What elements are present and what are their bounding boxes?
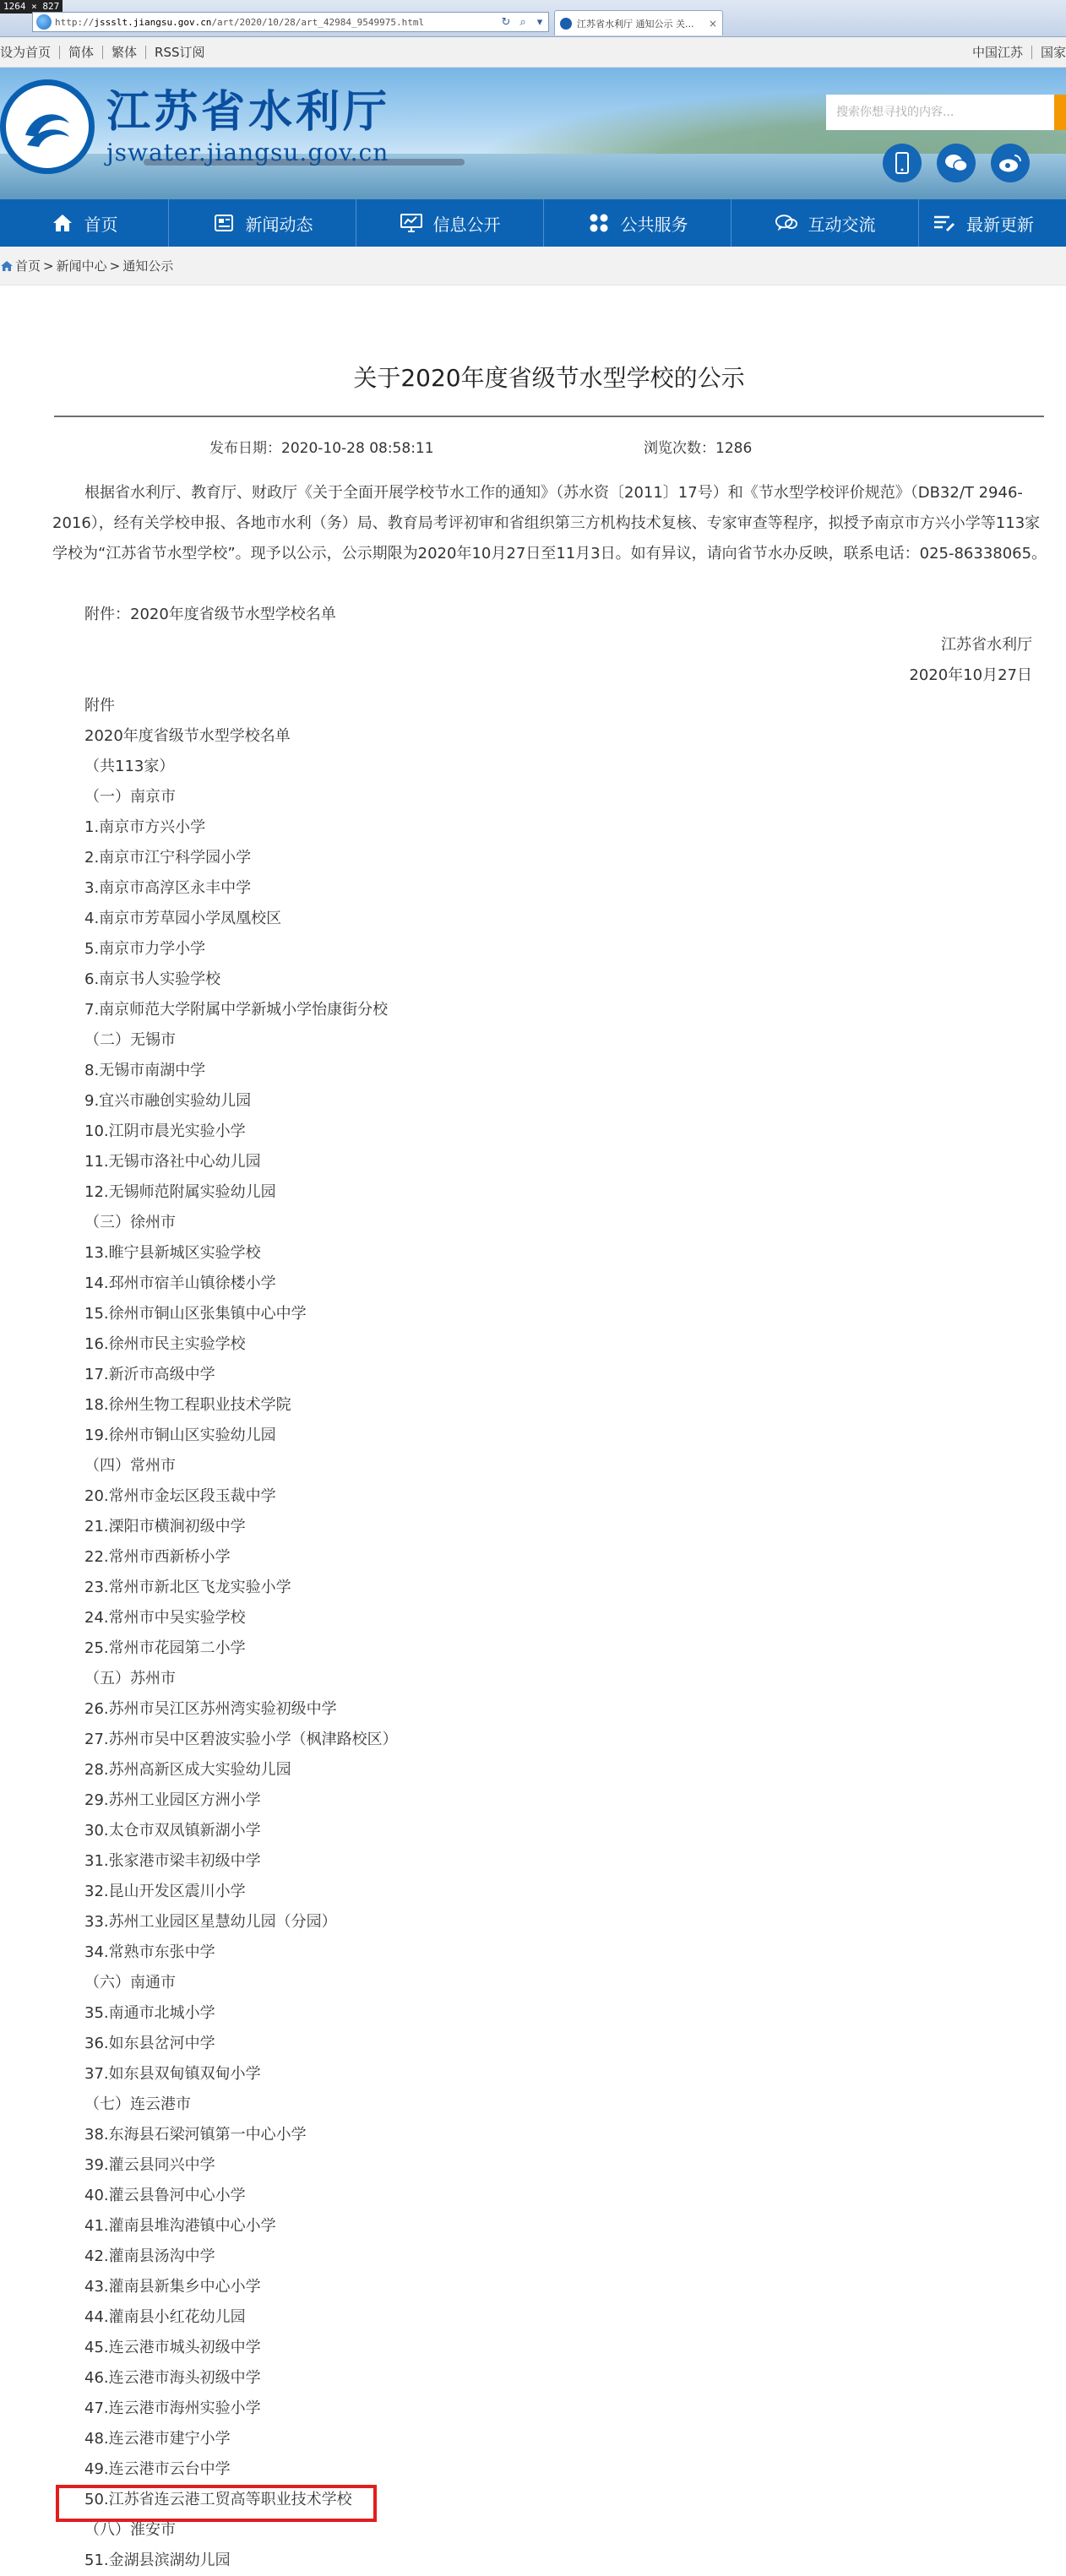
breadcrumb-separator: > [109, 258, 121, 274]
list-item: 10.江阴市晨光实验小学 [84, 1122, 246, 1140]
browser-chrome [0, 0, 1066, 37]
list-item: 8.无锡市南湖中学 [84, 1062, 206, 1079]
list-item: 1.南京市方兴小学 [84, 818, 206, 836]
simplified-link[interactable]: 简体 [60, 46, 103, 59]
list-item: 32.昆山开发区震川小学 [84, 1883, 246, 1900]
list-item: 41.灌南县堆沟港镇中心小学 [84, 2217, 276, 2235]
grid-icon [587, 211, 611, 235]
nav-info-disclosure[interactable] [356, 199, 544, 247]
title-divider [54, 416, 1044, 417]
list-item: 26.苏州市吴江区苏州湾实验初级中学 [84, 1700, 337, 1718]
top-utility-bar [0, 37, 1066, 68]
url-text[interactable] [55, 17, 498, 28]
list-item: 19.徐州市铜山区实验幼儿园 [84, 1427, 276, 1444]
list-item: 39.灌云县同兴中学 [84, 2156, 215, 2174]
list-item: （二）无锡市 [84, 1031, 176, 1049]
list-item: 2.南京市江宁科学园小学 [84, 849, 252, 867]
list-item: （八）淮安市 [84, 2521, 176, 2539]
list-item: 31.张家港市梁丰初级中学 [84, 1852, 261, 1870]
nav-label: 信息公开 [432, 214, 501, 235]
breadcrumb [0, 247, 1066, 285]
traditional-link[interactable]: 繁体 [103, 46, 146, 59]
list-item: 21.溧阳市横涧初级中学 [84, 1518, 246, 1535]
search-input[interactable] [826, 95, 1054, 130]
url-domain: jssslt.jiangsu.gov.cn [94, 16, 212, 28]
list-item: 34.常熟市东张中学 [84, 1943, 215, 1961]
list-item: 4.南京市芳草园小学凤凰校区 [84, 910, 282, 927]
top-left-links [0, 37, 214, 59]
list-item: 2020年度省级节水型学校名单 [84, 727, 291, 745]
list-item: 49.连云港市云台中学 [84, 2460, 231, 2478]
publish-date: 发布日期：2020-10-28 08:58:11 [209, 440, 434, 457]
rss-link[interactable]: RSS订阅 [155, 45, 205, 60]
list-item: 16.徐州市民主实验学校 [84, 1335, 246, 1353]
article-meta [0, 436, 1066, 461]
logo-emblem-icon [0, 79, 95, 174]
china-jiangsu-link[interactable]: 中国江苏 [964, 46, 1032, 59]
search-icon[interactable]: ⌕ [519, 15, 526, 29]
breadcrumb-home[interactable]: 首页 [15, 258, 41, 274]
chevron-down-icon[interactable]: ▾ [536, 15, 543, 29]
article-title: 关于2020年度省级节水型学校的公示 [353, 364, 745, 392]
wechat-icon[interactable] [937, 144, 976, 182]
chat-icon [775, 211, 798, 235]
set-homepage-link[interactable]: 设为首页 [0, 46, 60, 59]
list-item: 36.如东县岔河中学 [84, 2035, 215, 2052]
attachment-link[interactable]: 附件：2020年度省级节水型学校名单 [84, 606, 336, 623]
signature [909, 630, 1032, 691]
list-item: 14.邳州市宿羊山镇徐楼小学 [84, 1274, 276, 1292]
list-item: 3.南京市高淳区永丰中学 [84, 879, 252, 897]
list-item: 37.如东县双甸镇双甸小学 [84, 2065, 261, 2083]
breadcrumb-separator: > [43, 258, 54, 274]
list-item: 15.徐州市铜山区张集镇中心中学 [84, 1305, 307, 1323]
mobile-icon[interactable] [883, 144, 922, 182]
list-item: 33.苏州工业园区星慧幼儿园（分园） [84, 1913, 337, 1931]
breadcrumb-news-center[interactable]: 新闻中心 [56, 258, 107, 274]
list-item: 7.南京师范大学附属中学新城小学怡康街分校 [84, 1001, 389, 1019]
nav-label: 新闻动态 [245, 214, 313, 235]
list-item: 42.灌南县汤沟中学 [84, 2247, 215, 2265]
list-item: 28.苏州高新区成大实验幼儿园 [84, 1761, 291, 1779]
list-item: 38.东海县石梁河镇第一中心小学 [84, 2126, 307, 2144]
browser-logo-icon [36, 14, 52, 30]
nav-latest-updates[interactable] [919, 199, 1047, 247]
list-item: （一）南京市 [84, 788, 176, 806]
browser-tab[interactable] [554, 10, 723, 35]
list-item: （四）常州市 [84, 1457, 176, 1475]
list-item: 35.南通市北城小学 [84, 2004, 215, 2022]
nav-home[interactable] [0, 199, 169, 247]
address-bar[interactable] [32, 12, 549, 32]
list-item: 12.无锡师范附属实验幼儿园 [84, 1183, 276, 1201]
newspaper-icon [212, 211, 236, 235]
home-icon [51, 211, 74, 235]
list-item: 23.常州市新北区飞龙实验小学 [84, 1579, 291, 1596]
list-item: 47.连云港市海州实验小学 [84, 2399, 261, 2417]
list-item: 6.南京书人实验学校 [84, 970, 221, 988]
site-logo[interactable] [0, 79, 390, 174]
signature-date: 2020年10月27日 [909, 666, 1032, 684]
list-item: 27.苏州市吴中区碧波实验小学（枫津路校区） [84, 1731, 398, 1748]
list-item: 17.新沂市高级中学 [84, 1366, 215, 1383]
list-item: 5.南京市力学小学 [84, 940, 206, 958]
list-item: 45.连云港市城头初级中学 [84, 2339, 261, 2356]
list-item: 29.苏州工业园区方洲小学 [84, 1791, 261, 1809]
nav-label: 最新更新 [966, 214, 1034, 235]
list-icon [933, 211, 956, 235]
search-button[interactable] [1054, 95, 1066, 130]
nav-label: 互动交流 [808, 214, 876, 235]
list-item: 30.太仓市双凤镇新湖小学 [84, 1822, 261, 1840]
list-item: （三）徐州市 [84, 1214, 176, 1231]
nav-label: 公共服务 [620, 214, 688, 235]
favicon-icon [560, 18, 572, 30]
school-list [84, 691, 1014, 2576]
list-item: （六）南通市 [84, 1974, 176, 1992]
breadcrumb-home-icon[interactable] [0, 259, 14, 273]
signature-org: 江苏省水利厅 [941, 636, 1032, 654]
nav-public-service[interactable] [544, 199, 732, 247]
list-item: 51.金湖县滨湖幼儿园 [84, 2552, 231, 2569]
monitor-icon [400, 211, 423, 235]
nav-news[interactable] [169, 199, 356, 247]
nav-interaction[interactable] [732, 199, 919, 247]
list-item: 20.常州市金坛区段玉裁中学 [84, 1487, 276, 1505]
list-item: 43.灌南县新集乡中心小学 [84, 2278, 261, 2296]
nav-label: 首页 [84, 214, 118, 235]
close-icon[interactable]: × [708, 17, 717, 30]
list-item: 附件 [84, 697, 115, 715]
site-domain: jswater.jiangsu.gov.cn [106, 139, 389, 166]
article-intro: 根据省水利厅、教育厅、财政厅《关于全面开展学校节水工作的通知》（苏水资〔2011〕17号）和《节水型学校评价规范》（DB32/T 2946-2016），经有关学校申报、各地市水利（务）局、教育局考评初审和省组织第三方机构技术复核、专家审查等程序，拟授予南京市方兴小学等113家学校为“江苏省节水型学校”。现予以公示，公示期限为2020年10月27日至11月3日。如有异议，请向省节水办反映，联系电话：025-86338065。 [52, 484, 1047, 562]
list-item: 46.连云港市海头初级中学 [84, 2369, 261, 2387]
list-item: 44.灌南县小红花幼儿园 [84, 2308, 246, 2326]
list-item: （五）苏州市 [84, 1670, 176, 1687]
list-item: 50.江苏省连云港工贸高等职业技术学校 [84, 2491, 352, 2508]
url-path: /art/2020/10/28/art_42984_9549975.html [211, 16, 425, 28]
list-item: 48.连云港市建宁小学 [84, 2430, 231, 2448]
list-item: 40.灌云县鲁河中心小学 [84, 2187, 246, 2204]
breadcrumb-notices[interactable]: 通知公示 [122, 258, 174, 274]
list-item: （七）连云港市 [84, 2095, 191, 2113]
list-item: 22.常州市西新桥小学 [84, 1548, 231, 1566]
list-item: 9.宜兴市融创实验幼儿园 [84, 1092, 252, 1110]
refresh-icon[interactable]: ↻ [501, 15, 511, 29]
list-item: （共113家） [84, 758, 175, 775]
tab-title: 江苏省水利厅 通知公示 关... [577, 18, 694, 30]
main-nav [0, 199, 1066, 247]
url-prefix: http:// [55, 16, 95, 28]
national-link[interactable]: 国家 [1040, 45, 1066, 60]
dimension-label: 1264 × 827 [0, 0, 63, 14]
weibo-icon[interactable] [991, 144, 1030, 182]
list-item: 11.无锡市洛社中心幼儿园 [84, 1153, 261, 1171]
list-item: 18.徐州生物工程职业技术学院 [84, 1396, 291, 1414]
list-item: 25.常州市花园第二小学 [84, 1639, 246, 1657]
list-item: 13.睢宁县新城区实验学校 [84, 1244, 261, 1262]
site-title: 江苏省水利厅 [106, 86, 391, 138]
top-right-links [964, 37, 1066, 59]
view-count: 浏览次数：1286 [644, 440, 753, 457]
list-item: 24.常州市中吴实验学校 [84, 1609, 246, 1627]
